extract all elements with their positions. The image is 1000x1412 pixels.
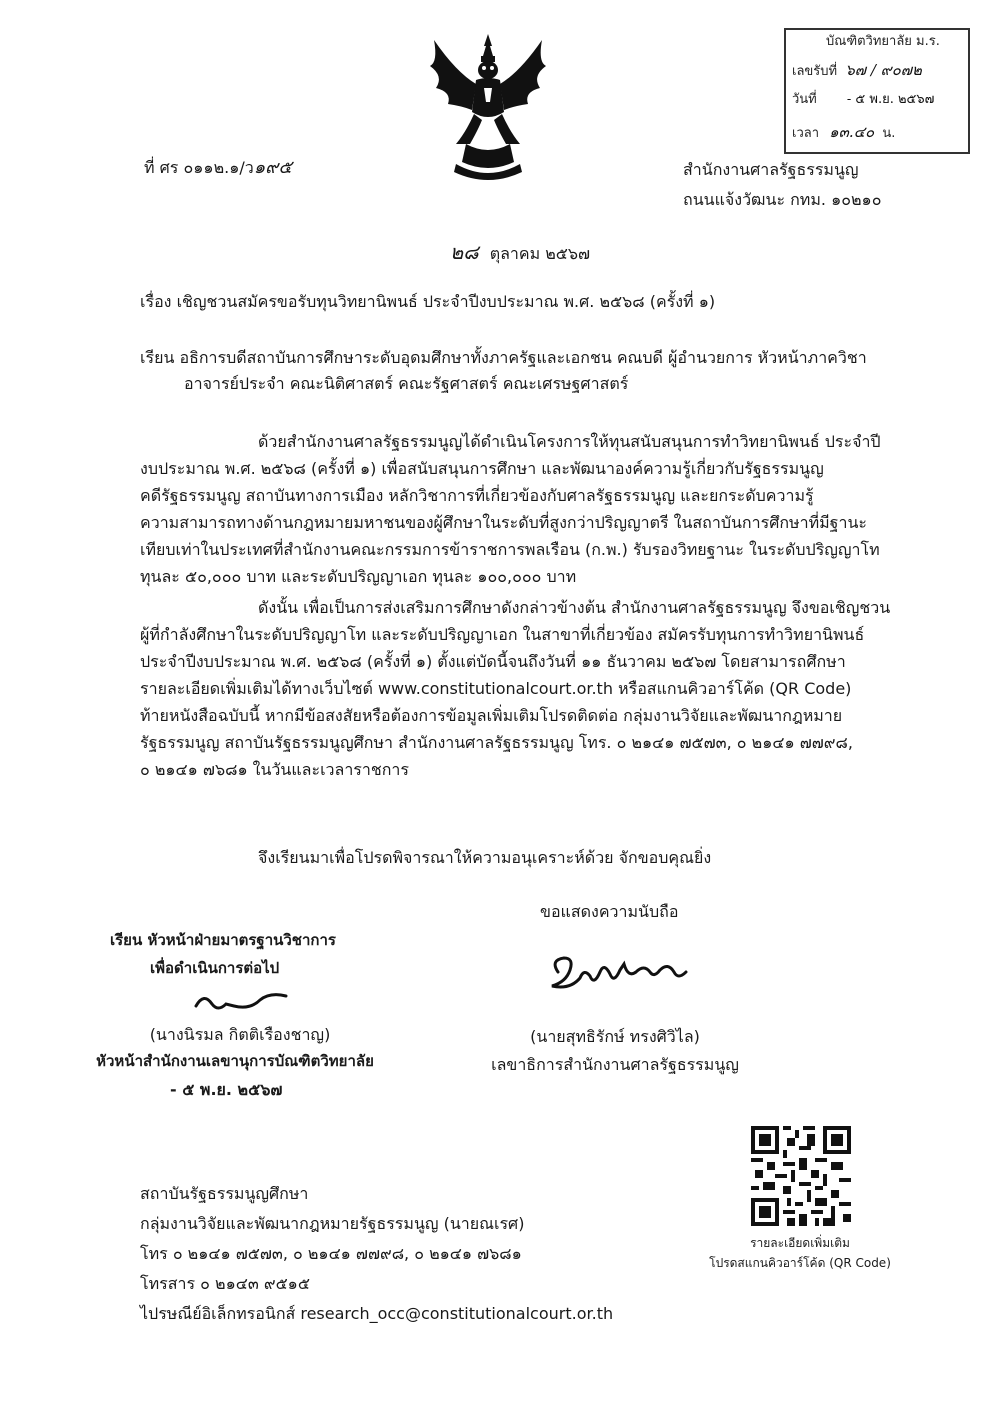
qr-caption-2: โปรดสแกนคิวอาร์โค้ด (QR Code) (709, 1256, 891, 1270)
letter-to-line2: อาจารย์ประจำ คณะนิติศาสตร์ คณะรัฐศาสตร์ คณะเศรษฐศาสตร์ (184, 374, 629, 393)
contact-fax: โทรสาร ๐ ๒๑๔๓ ๙๕๑๕ (140, 1274, 310, 1293)
contact-unit2: กลุ่มงานวิจัยและพัฒนากฎหมายรัฐธรรมนูญ (นายณเรศ) (140, 1214, 525, 1233)
qr-code-icon[interactable] (751, 1126, 851, 1226)
stamp-date: - ๕ พ.ย. ๒๕๖๗ (846, 92, 935, 107)
date-month-year: ตุลาคม ๒๕๖๗ (489, 244, 591, 263)
para2-line: ๐ ๒๑๔๑ ๗๖๘๑ ในวันและเวลาราชการ (140, 760, 410, 779)
para2-line: รายละเอียดเพิ่มเติมได้ทางเว็บไซต์ www.constitutionalcourt.or.th หรือสแกนคิวอาร์โค้ด (QR Code) (140, 679, 852, 698)
para1-line: ทุนละ ๕๐,๐๐๐ บาท และระดับปริญญาเอก ทุนละ ๑๐๐,๐๐๐ บาท (140, 567, 577, 586)
endorser-name: (นางนิรมล กิตติเรืองชาญ) (149, 1025, 331, 1044)
stamp-time-label: เวลา (792, 126, 820, 141)
para2-line: ดังนั้น เพื่อเป็นการส่งเสริมการศึกษาดังกล่าวข้างต้น สำนักงานศาลรัฐธรรมนูญ จึงขอเชิญชวน (258, 598, 891, 617)
ref-hand-no: ๑๙๕ (253, 157, 292, 178)
date-day: ๒๘ (450, 240, 479, 264)
endorsement-date: - ๕ พ.ย. ๒๕๖๗ (170, 1080, 283, 1099)
para2-line: ผู้ที่กำลังศึกษาในระดับปริญญาโท และระดับปริญญาเอก ในสาขาที่เกี่ยวข้อง สมัครรับทุนการทำวิทยานิพนธ์ (140, 625, 865, 644)
para1-line: งบประมาณ พ.ศ. ๒๕๖๘ (ครั้งที่ ๑) เพื่อสนับสนุนการศึกษา และพัฒนาองค์ความรู้เกี่ยวกับรัฐธรรมนูญ (140, 459, 824, 478)
stamp-time-unit: น. (882, 126, 896, 141)
signer-title: เลขาธิการสำนักงานศาลรัฐธรรมนูญ (491, 1055, 739, 1074)
endorsement-line1: เรียน หัวหน้าฝ่ายมาตรฐานวิชาการ (110, 931, 336, 949)
para2-line: ท้ายหนังสือฉบับนี้ หากมีข้อสงสัยหรือต้องการข้อมูลเพิ่มเติมโปรดติดต่อ กลุ่มงานวิจัยและพัฒนากฎหมาย (140, 706, 843, 725)
para1-line: เทียบเท่าในประเทศที่สำนักงานคณะกรรมการข้าราชการพลเรือน (ก.พ.) รับรองวิทยฐานะ ในระดับปริญญาโท (140, 540, 880, 559)
stamp-receive-label: เลขรับที่ (792, 64, 838, 79)
body-paragraph-1 (140, 428, 910, 590)
body-paragraph-2 (140, 594, 910, 783)
para2-line: รัฐธรรมนูญ สถาบันรัฐธรรมนูญศึกษา สำนักงานศาลรัฐธรรมนูญ โทร. ๐ ๒๑๔๑ ๗๕๗๓, ๐ ๒๑๔๑ ๗๗๙๘, (140, 733, 853, 752)
letter-date (450, 242, 590, 264)
endorser-signature-icon (190, 984, 300, 1018)
sender-office: สำนักงานศาลรัฐธรรมนูญ (683, 160, 859, 179)
para1-line: คดีรัฐธรรมนูญ สถาบันทางการเมือง หลักวิชาการที่เกี่ยวข้องกับศาลรัฐธรรมนูญ และยกระดับความรู้ (140, 486, 814, 505)
endorser-title: หัวหน้าสำนักงานเลขานุการบัณฑิตวิทยาลัย (96, 1052, 374, 1070)
closing-respect: ขอแสดงความนับถือ (540, 902, 679, 921)
qr-caption-1: รายละเอียดเพิ่มเติม (750, 1236, 850, 1250)
para1-line: ความสามารถทางด้านกฎหมายมหาชนของผู้ศึกษาในระดับที่สูงกว่าปริญญาตรี ในสถาบันการศึกษาที่มีฐานะ (140, 513, 867, 532)
letter-subject: เรื่อง เชิญชวนสมัครขอรับทุนวิทยานิพนธ์ ประจำปีงบประมาณ พ.ศ. ๒๕๖๘ (ครั้งที่ ๑) (140, 292, 716, 311)
stamp-time: ๑๓.๔๐ (829, 123, 875, 141)
receipt-stamp (784, 28, 970, 154)
ref-no: ๐๑๑๒.๑/ว (183, 158, 254, 177)
ref-label: ที่ ศร (144, 158, 179, 177)
stamp-date-label: วันที่ (792, 92, 817, 107)
sender-address: ถนนแจ้งวัฒนะ กทม. ๑๐๒๑๐ (683, 190, 882, 209)
para2-line: ประจำปีงบประมาณ พ.ศ. ๒๕๖๘ (ครั้งที่ ๑) ตั้งแต่บัดนี้จนถึงวันที่ ๑๑ ธันวาคม ๒๕๖๗ โดยสามารถศึกษา (140, 652, 846, 671)
letter-to-line1: เรียน อธิการบดีสถาบันการศึกษาระดับอุดมศึกษาทั้งภาครัฐและเอกชน คณบดี ผู้อำนวยการ หัวหน้าภาควิชา (140, 348, 867, 367)
closing-request: จึงเรียนมาเพื่อโปรดพิจารณาให้ความอนุเคราะห์ด้วย จักขอบคุณยิ่ง (258, 848, 712, 867)
letter-reference (144, 158, 292, 178)
contact-phone: โทร ๐ ๒๑๔๑ ๗๕๗๓, ๐ ๒๑๔๑ ๗๗๙๘, ๐ ๒๑๔๑ ๗๖๘๑ (140, 1244, 522, 1263)
contact-email: ไปรษณีย์อิเล็กทรอนิกส์ research_occ@constitutionalcourt.or.th (140, 1304, 614, 1323)
stamp-org: บัณฑิตวิทยาลัย ม.ร. (826, 34, 940, 49)
garuda-emblem-icon (426, 32, 550, 182)
endorsement-line2: เพื่อดำเนินการต่อไป (150, 959, 280, 977)
signature-icon (540, 942, 700, 1002)
para1-line: ด้วยสำนักงานศาลรัฐธรรมนูญได้ดำเนินโครงการให้ทุนสนับสนุนการทำวิทยานิพนธ์ ประจำปี (258, 432, 881, 451)
contact-unit1: สถาบันรัฐธรรมนูญศึกษา (140, 1184, 309, 1203)
signer-name: (นายสุทธิรักษ์ ทรงศิวิไล) (530, 1027, 700, 1046)
stamp-receive-no: ๖๗ / ๙๐๗๒ (845, 61, 922, 79)
